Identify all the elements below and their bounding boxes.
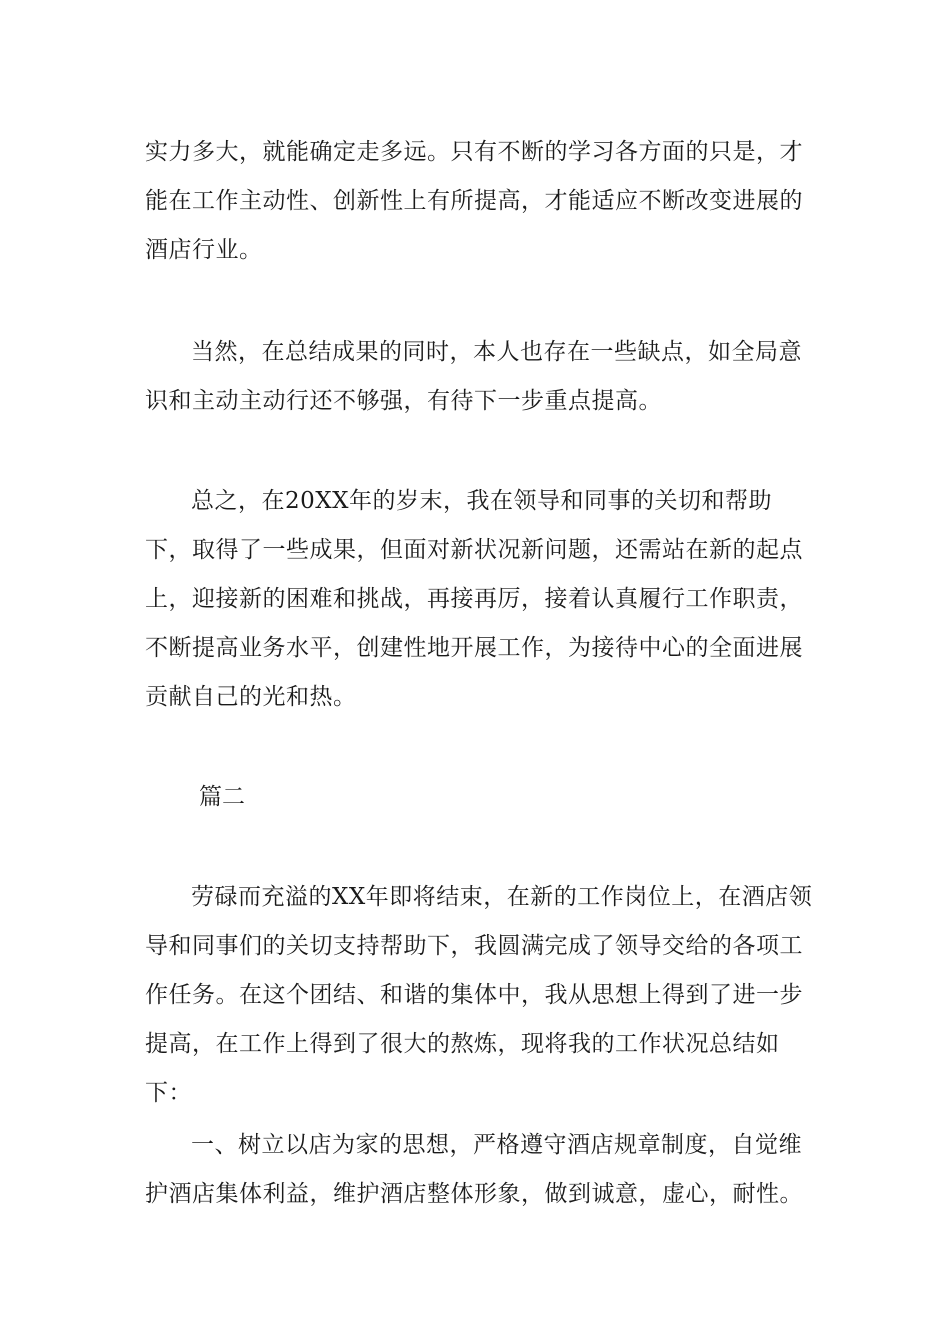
section-heading: 篇二 [199,784,245,810]
paragraph-conclusion: 总之，在20XX年的岁末，我在领导和同事的关切和帮助下，取得了一些成果，但面对新状况新问题，还需站在新的起点上，迎接新的困难和挑战，再接再厉，接着认真履行工作职责，不断提高业务水平，创建性地开展工作，为接待中心的全面进展贡献自己的光和热。 [145,488,803,710]
paragraph-continuation: 实力多大，就能确定走多远。只有不断的学习各方面的只是，才能在工作主动性、创新性上有所提高，才能适应不断改变进展的酒店行业。 [145,139,803,263]
paragraph-point-one: 一、树立以店为家的思想，严格遵守酒店规章制度，自觉维护酒店集体利益，维护酒店整体形象，做到诚意，虚心，耐性。 [145,1132,803,1207]
paragraph-intro: 劳碌而充溢的XX年即将结束，在新的工作岗位上，在酒店领导和同事们的关切支持帮助下，我圆满完成了领导交给的各项工作任务。在这个团结、和谐的集体中，我从思想上得到了进一步提高，在工作上得到了很大的熬炼，现将我的工作状况总结如下： [145,884,813,1106]
paragraph-shortcomings: 当然，在总结成果的同时，本人也存在一些缺点，如全局意识和主动主动行还不够强，有待下一步重点提高。 [145,339,802,414]
